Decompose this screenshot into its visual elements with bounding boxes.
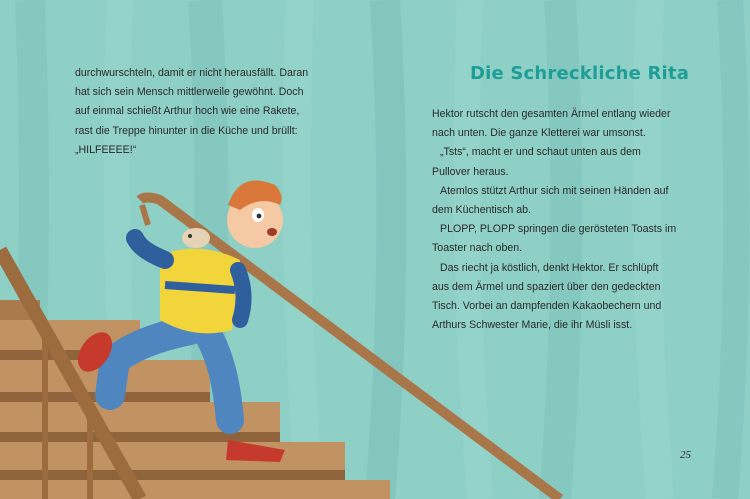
right-line-1: Hektor rutscht den gesamten Ärmel entlang wieder — [432, 108, 671, 120]
right-line-12: Arthurs Schwester Marie, die ihr Müsli isst. — [432, 319, 633, 332]
right-page-text — [432, 105, 702, 335]
left-line-3: auf einmal schießt Arthur hoch wie eine Rakete, — [75, 105, 300, 118]
left-page-text — [75, 64, 325, 160]
left-line-1: durchwurschteln, damit er nicht herausfällt. Daran — [75, 67, 309, 79]
chapter-title: Die Schreckliche Rita — [470, 63, 690, 84]
right-line-9: Das riecht ja köstlich, denkt Hektor. Er schlüpft — [440, 261, 659, 274]
right-line-7: PLOPP, PLOPP springen die gerösteten Toasts im — [440, 223, 677, 236]
right-line-5: Atemlos stützt Arthur sich mit seinen Händen auf — [440, 184, 669, 197]
right-line-2: nach unten. Die ganze Kletterei war umsonst. — [432, 127, 646, 140]
page-number: 25 — [680, 449, 691, 461]
right-line-8: Toaster nach oben. — [432, 242, 523, 255]
right-line-11: Tisch. Vorbei an dampfenden Kakaobechern und — [432, 300, 662, 313]
right-line-6: dem Küchentisch ab. — [432, 204, 531, 217]
left-line-4: rast die Treppe hinunter in die Küche und brüllt: — [75, 124, 298, 137]
right-line-3: „Tsts“, macht er und schaut unten aus dem — [440, 146, 641, 159]
left-line-5: „HILFEEEE!“ — [75, 143, 137, 156]
right-line-4: Pullover heraus. — [432, 165, 509, 178]
right-line-10: aus dem Ärmel und spaziert über den gedeckten — [432, 280, 661, 293]
left-line-2: hat sich sein Mensch mittlerweile gewöhnt. Doch — [75, 86, 304, 99]
